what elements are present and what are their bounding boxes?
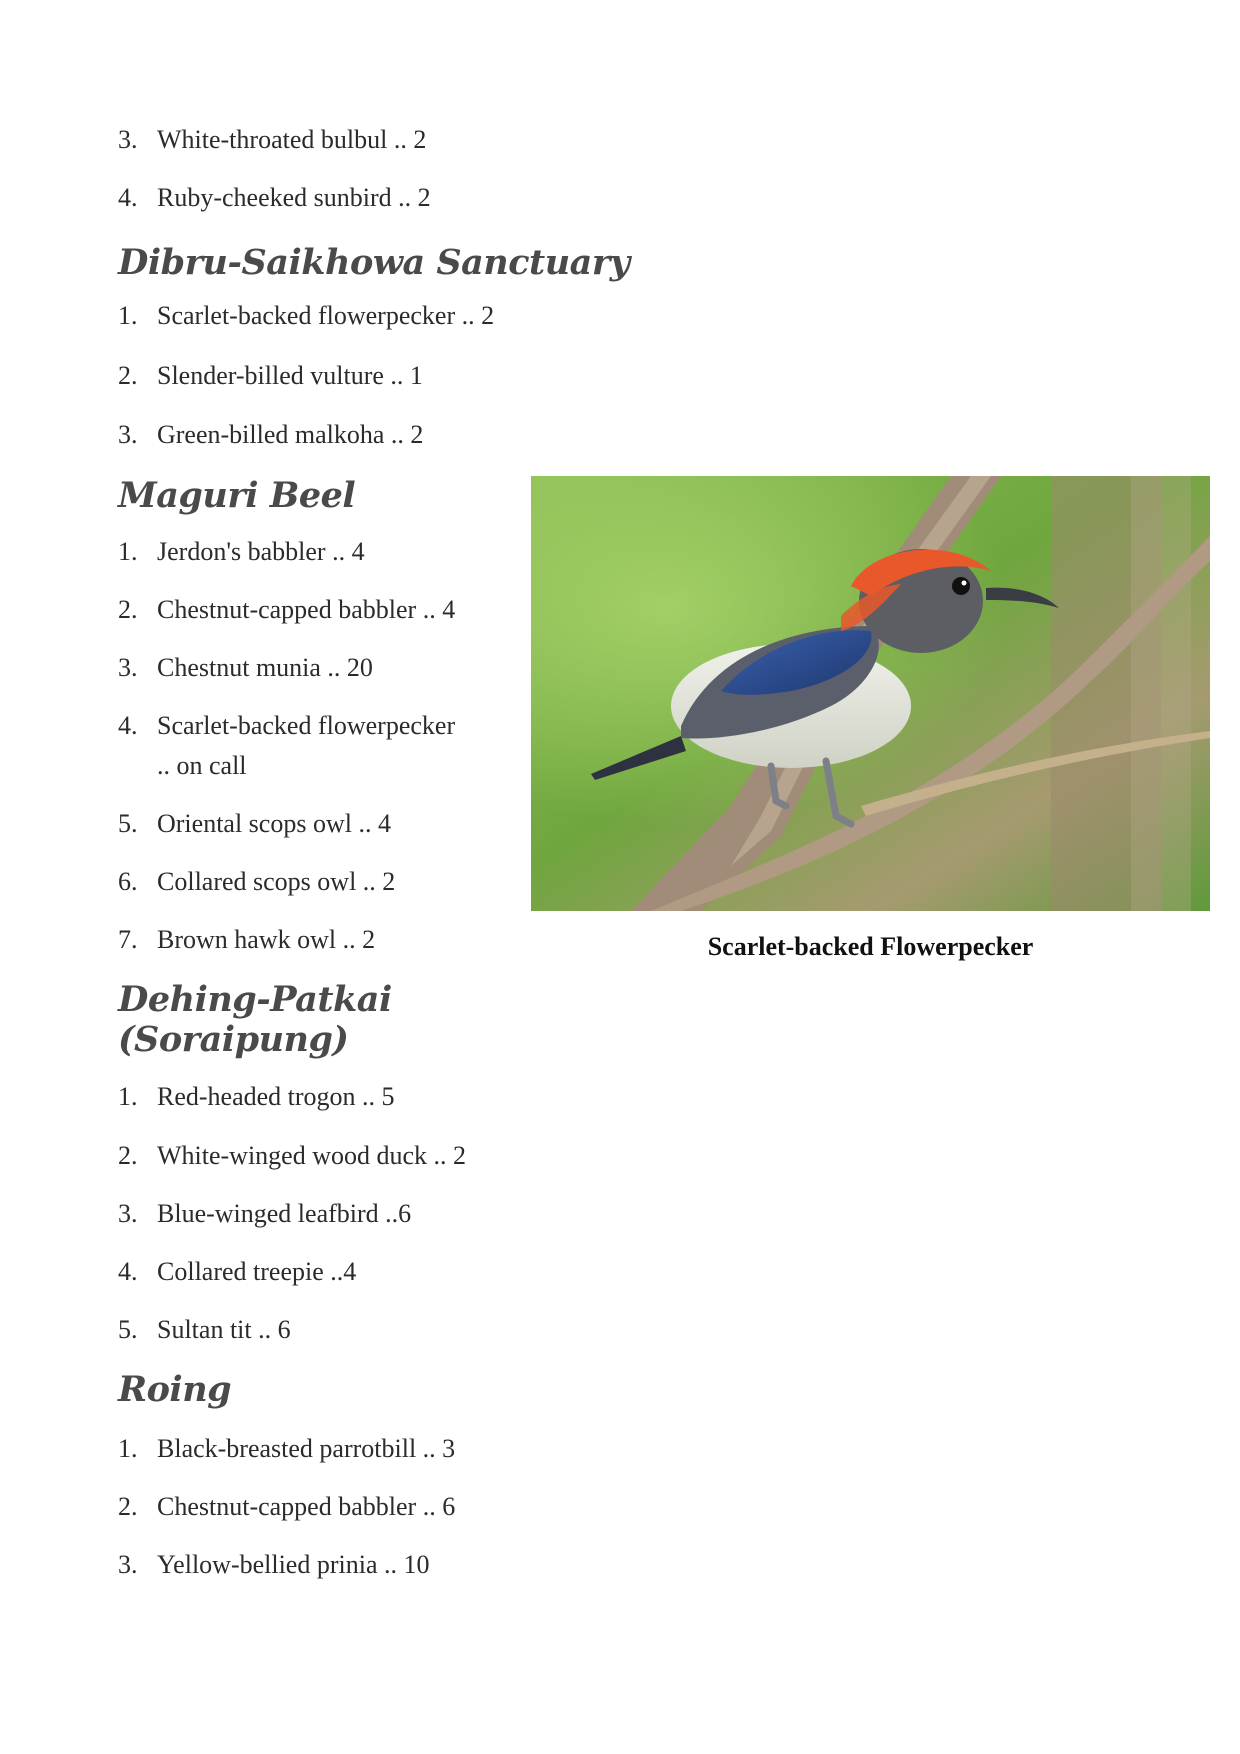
section-heading: Roing bbox=[118, 1369, 232, 1410]
flowerpecker-illustration bbox=[531, 476, 1210, 911]
section-heading: Maguri Beel bbox=[118, 475, 356, 516]
section-heading: Dehing-Patkai (Soraipung) bbox=[118, 979, 392, 1060]
bird-photo bbox=[531, 476, 1210, 911]
photo-caption: Scarlet-backed Flowerpecker bbox=[707, 932, 1034, 961]
section-heading: Dibru-Saikhowa Sanctuary bbox=[118, 242, 630, 283]
